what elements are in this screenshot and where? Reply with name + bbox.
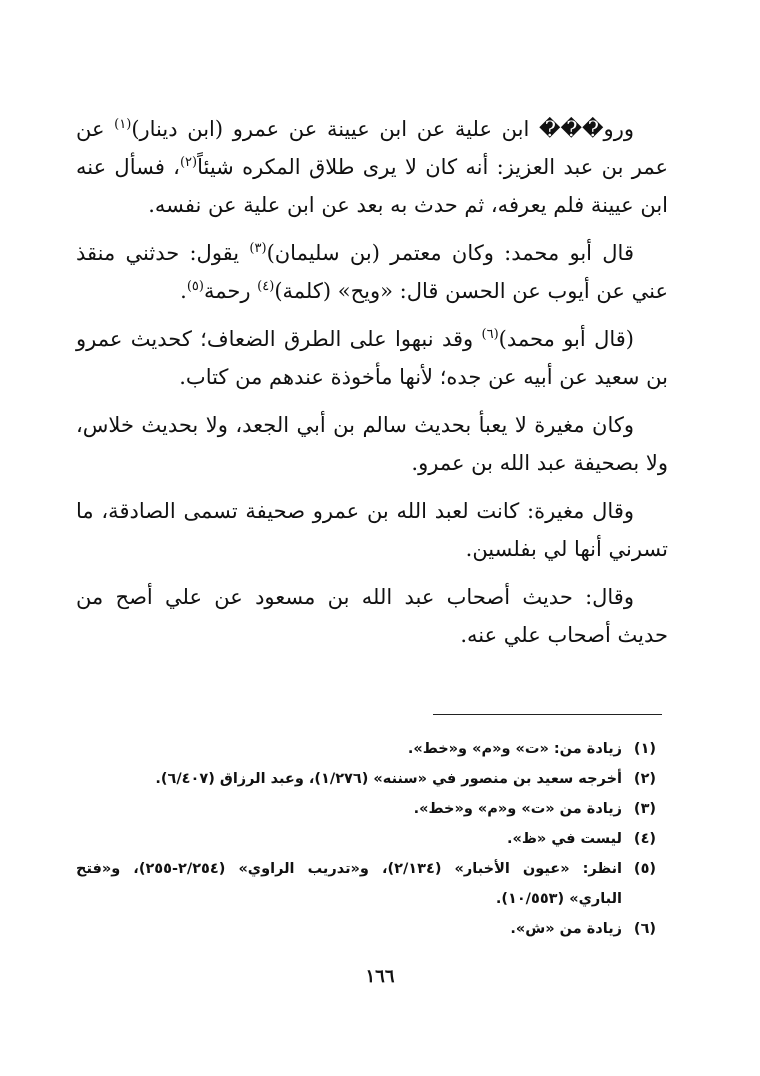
footnote [76, 854, 668, 914]
paragraph-text: وكان مغيرة لا يعبأ بحديث سالم بن أبي الجعد، ولا بحديث خلاس، ولا بصحيفة عبد الله بن عمرو. [76, 413, 668, 475]
footnote-number: (١) [633, 741, 657, 757]
footnote-ref[interactable]: (٥) [186, 279, 204, 294]
footnote [76, 764, 668, 794]
footnote-number: (٦) [633, 921, 657, 937]
footnote [76, 914, 668, 944]
page-number: ١٦٦ [365, 966, 395, 987]
paragraph-text: . [180, 279, 187, 303]
paragraph-text: (قال أبو محمد) [498, 327, 634, 351]
footnote-text: زيادة من: «ت» و«م» و«خط». [407, 741, 622, 757]
footnote-number: (٤) [633, 831, 657, 847]
paragraph-text: ، فسأل عنه ابن عيينة فلم يعرفه، ثم حدث به بعد عن ابن علية عن نفسه. [76, 155, 668, 217]
footnote-divider [433, 714, 662, 715]
paragraph [76, 234, 668, 310]
footnote-text: انظر: «عيون الأخبار» (٢/١٣٤)، و«تدريب الراوي» (٢/٢٥٤-٢٥٥)، و«فتح الباري» (١٠/٥٥٣). [76, 861, 622, 907]
footnotes [76, 734, 668, 944]
footnote-text: زيادة من «ش». [510, 921, 622, 937]
footnote-number: (٥) [633, 861, 657, 877]
paragraph-text: قال أبو محمد: وكان معتمر (بن سليمان) [266, 241, 634, 265]
paragraph-text: رحمة [203, 279, 258, 303]
footnote [76, 734, 668, 764]
footnote-number: (٢) [633, 771, 657, 787]
paragraph [76, 578, 668, 654]
footnote-ref[interactable]: (٤) [257, 279, 275, 294]
footnote [76, 824, 668, 854]
footnote-text: أخرجه سعيد بن منصور في «سننه» (١/٢٧٦)، وعبد الرزاق (٦/٤٠٧). [155, 771, 622, 787]
paragraph-text: عن عمر بن عبد العزيز: أنه كان لا يرى طلاق المكره شيئاً [76, 117, 668, 179]
paragraph-text: وقد نبهوا على الطرق الضعاف؛ كحديث عمرو بن سعيد عن أبيه عن جده؛ لأنها مأخوذة عندهم من كتاب. [76, 327, 668, 389]
paragraph [76, 320, 668, 396]
paragraph [76, 492, 668, 568]
paragraph-text: وقال مغيرة: كانت لعبد الله بن عمرو صحيفة تسمى الصادقة، ما تسرني أنها لي بفلسين. [76, 499, 668, 561]
main-text [76, 110, 668, 664]
footnote-ref[interactable]: (٢) [179, 155, 198, 170]
footnote-number: (٣) [633, 801, 657, 817]
footnote-text: ليست في «ظ». [506, 831, 622, 847]
paragraph [76, 406, 668, 482]
footnote [76, 794, 668, 824]
paragraph-text: يقول: حدثني منقذ عني عن أيوب عن الحسن قال: «ويح» (كلمة) [76, 241, 668, 303]
footnote-ref[interactable]: (١) [114, 117, 132, 132]
paragraph [76, 110, 668, 224]
footnote-ref[interactable]: (٣) [249, 241, 267, 256]
footnote-ref[interactable]: (٦) [481, 327, 499, 342]
footnote-text: زيادة من «ت» و«م» و«خط». [413, 801, 622, 817]
paragraph-text: ورو��� ابن علية عن ابن عيينة عن عمرو (ابن دينار) [131, 117, 634, 141]
paragraph-text: وقال: حديث أصحاب عبد الله بن مسعود عن علي أصح من حديث أصحاب علي عنه. [76, 585, 668, 647]
